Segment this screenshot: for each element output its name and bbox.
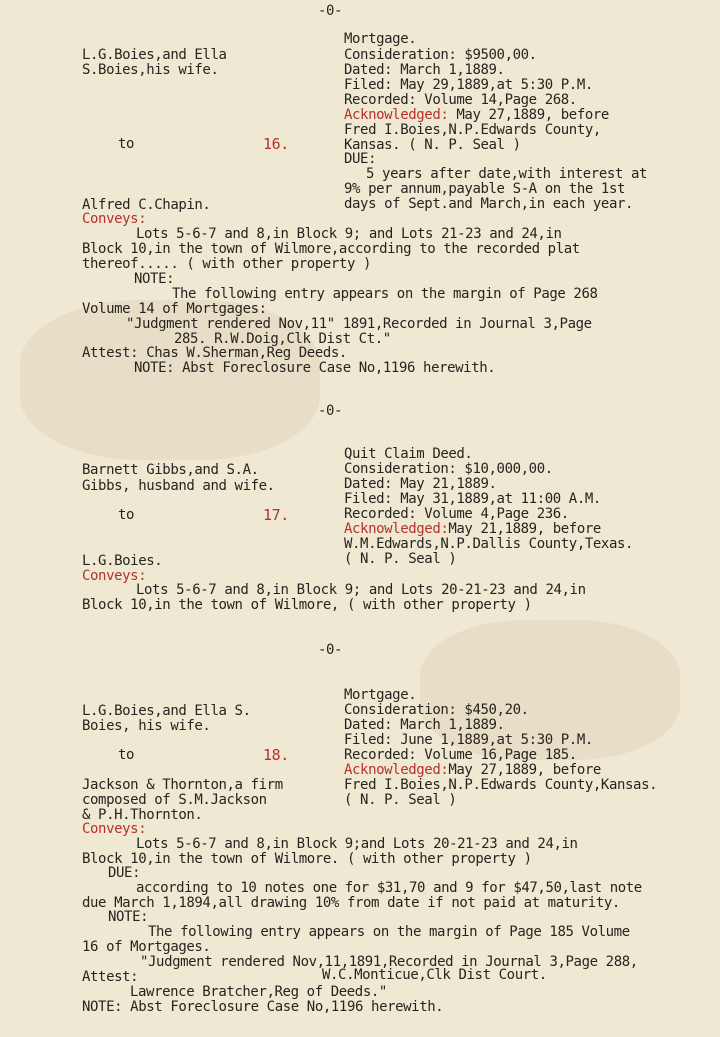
filed: Filed: May 29,1889,at 5:30 P.M. — [344, 77, 593, 93]
attest-line: W.C.Monticue,Clk Dist Court. — [322, 967, 547, 983]
acknowledged-line: Fred I.Boies,N.P.Edwards County,Kansas. — [344, 777, 658, 793]
note-line: "Judgment rendered Nov,11" 1891,Recorded in Journal 3,Page — [126, 316, 592, 332]
filed: Filed: June 1,1889,at 5:30 P.M. — [344, 732, 593, 748]
due-line: days of Sept.and March,in each year. — [344, 196, 634, 212]
acknowledged — [344, 763, 601, 778]
grantee-line: Jackson & Thornton,a firm — [82, 777, 283, 793]
grantee-line: & P.H.Thornton. — [82, 807, 203, 823]
to-label: to — [118, 507, 135, 523]
due-line: 5 years after date,with interest at — [366, 166, 648, 182]
instrument-type: Mortgage. — [344, 31, 417, 47]
filed: Filed: May 31,1889,at 11:00 A.M. — [344, 491, 601, 507]
property-line: Block 10,in the town of Wilmore,according to the recorded plat — [82, 241, 580, 257]
acknowledged-line: Kansas. ( N. P. Seal ) — [344, 137, 521, 153]
grantee: Alfred C.Chapin. — [82, 197, 211, 213]
grantor-line: L.G.Boies,and Ella — [82, 47, 227, 63]
property-line: Lots 5-6-7 and 8,in Block 9; and Lots 20-21-23 and 24,in — [136, 582, 586, 598]
dated: Dated: March 1,1889. — [344, 62, 505, 78]
acknowledged-text: May 27,1889, before — [448, 762, 601, 778]
grantee-line: composed of S.M.Jackson — [82, 792, 267, 808]
consideration: Consideration: $9500,00. — [344, 47, 537, 63]
entry-number: 17. — [263, 506, 289, 524]
due-line: due March 1,1894,all drawing 10% from date if not paid at maturity. — [82, 895, 620, 911]
note-line: 285. R.W.Doig,Clk Dist Ct." — [174, 331, 391, 347]
entry-number: 18. — [263, 746, 289, 764]
conveys-label: Conveys: — [82, 211, 147, 227]
grantor-line: Barnett Gibbs,and S.A. — [82, 462, 259, 478]
note-line: 16 of Mortgages. — [82, 939, 211, 955]
property-line: Block 10,in the town of Wilmore, ( with other property ) — [82, 597, 532, 613]
attest-line: Lawrence Bratcher,Reg of Deeds." — [130, 984, 387, 1000]
dated: Dated: May 21,1889. — [344, 476, 497, 492]
due-label: DUE: — [108, 865, 141, 881]
conveys-label: Conveys: — [82, 821, 147, 837]
property-line: thereof..... ( with other property ) — [82, 256, 372, 272]
separator: -0- — [318, 403, 343, 419]
acknowledged-label: Acknowledged: — [344, 762, 449, 778]
recorded: Recorded: Volume 4,Page 236. — [344, 506, 569, 522]
to-label: to — [118, 136, 135, 152]
due-line: according to 10 notes one for $31,70 and 9 for $47,50,last note — [136, 880, 642, 896]
grantor-line: S.Boies,his wife. — [82, 62, 219, 78]
acknowledged-label: Acknowledged: — [344, 521, 449, 537]
acknowledged-line: Fred I.Boies,N.P.Edwards County, — [344, 122, 601, 138]
acknowledged-text: May 27,1889, before — [448, 107, 609, 123]
property-line: Block 10,in the town of Wilmore. ( with other property ) — [82, 851, 532, 867]
note-line: The following entry appears on the margin of Page 268 — [172, 286, 598, 302]
note-line: Volume 14 of Mortgages: — [82, 301, 267, 317]
acknowledged — [344, 108, 609, 123]
note-line: The following entry appears on the margin of Page 185 Volume — [148, 924, 630, 940]
due-line: 9% per annum,payable S-A on the 1st — [344, 181, 626, 197]
acknowledged-label: Acknowledged: — [344, 107, 449, 123]
acknowledged-text: May 21,1889, before — [448, 521, 601, 537]
grantor-line: Gibbs, husband and wife. — [82, 478, 275, 494]
note-label: NOTE: — [108, 909, 149, 925]
to-label: to — [118, 747, 135, 763]
grantee: L.G.Boies. — [82, 553, 163, 569]
acknowledged-line: ( N. P. Seal ) — [344, 551, 457, 567]
grantor-line: L.G.Boies,and Ella S. — [82, 703, 251, 719]
attest-label: Attest: — [82, 969, 139, 985]
note-label: NOTE: — [134, 271, 175, 287]
due-label: DUE: — [344, 151, 377, 167]
acknowledged — [344, 522, 601, 537]
instrument-type: Quit Claim Deed. — [344, 446, 473, 462]
grantor-line: Boies, his wife. — [82, 718, 211, 734]
abstract-note: NOTE: Abst Foreclosure Case No,1196 herewith. — [82, 999, 444, 1015]
acknowledged-line: ( N. P. Seal ) — [344, 792, 457, 808]
separator: -0- — [318, 3, 343, 19]
property-line: Lots 5-6-7 and 8,in Block 9; and Lots 21-23 and 24,in — [136, 226, 562, 242]
instrument-type: Mortgage. — [344, 687, 417, 703]
abstract-note: NOTE: Abst Foreclosure Case No,1196 herewith. — [134, 360, 496, 376]
consideration: Consideration: $10,000,00. — [344, 461, 553, 477]
property-line: Lots 5-6-7 and 8,in Block 9;and Lots 20-21-23 and 24,in — [136, 836, 578, 852]
conveys-label: Conveys: — [82, 568, 147, 584]
recorded: Recorded: Volume 14,Page 268. — [344, 92, 577, 108]
recorded: Recorded: Volume 16,Page 185. — [344, 747, 577, 763]
dated: Dated: March 1,1889. — [344, 717, 505, 733]
note-line: "Judgment rendered Nov,11,1891,Recorded in Journal 3,Page 288, — [140, 954, 638, 970]
separator: -0- — [318, 642, 343, 658]
consideration: Consideration: $450,20. — [344, 702, 529, 718]
acknowledged-line: W.M.Edwards,N.P.Dallis County,Texas. — [344, 536, 634, 552]
attest-line: Attest: Chas W.Sherman,Reg Deeds. — [82, 345, 347, 361]
entry-number: 16. — [263, 135, 289, 153]
